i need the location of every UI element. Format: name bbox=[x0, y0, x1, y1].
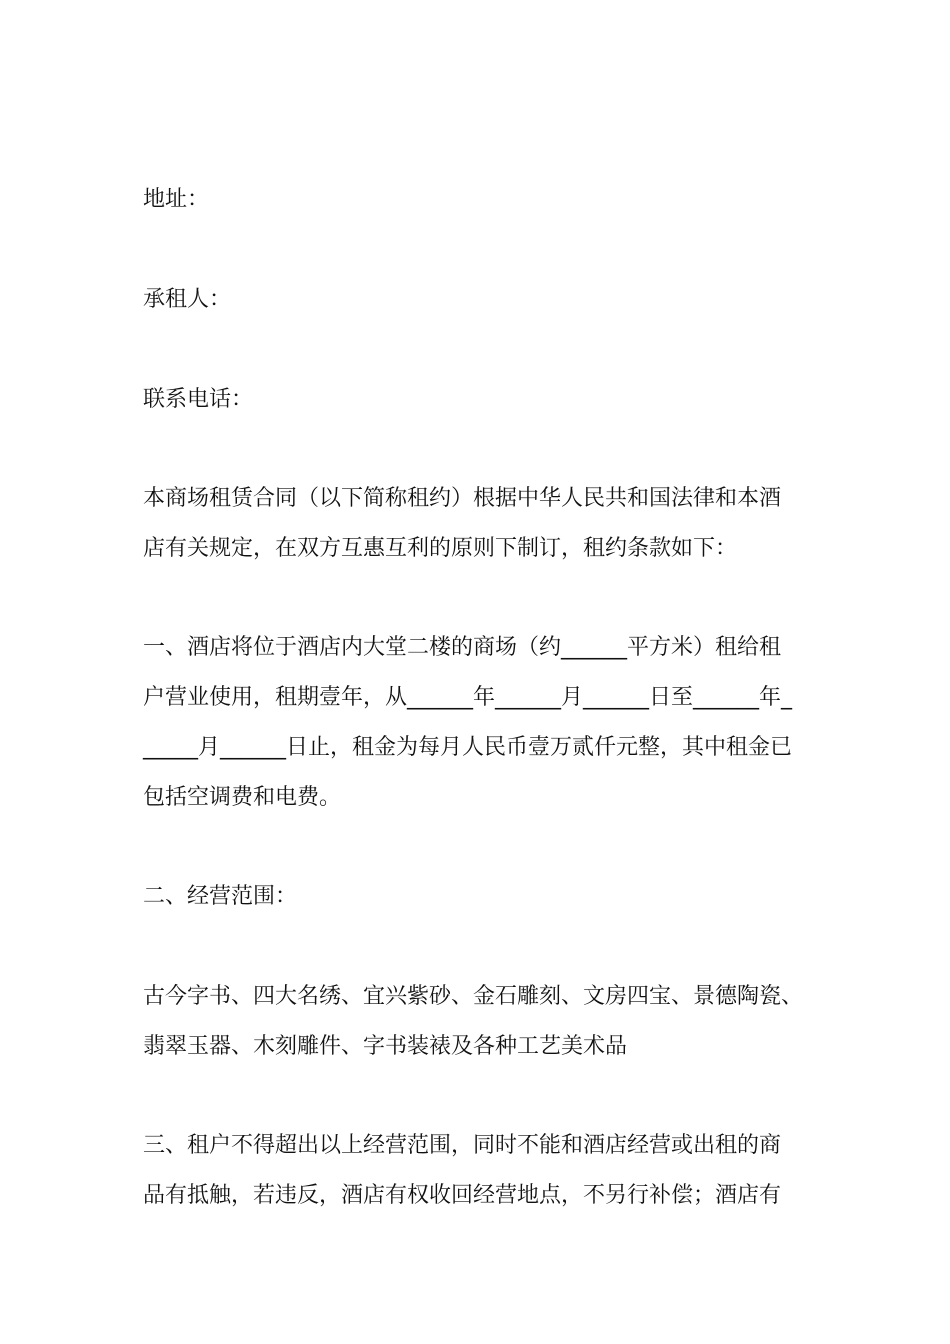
clause-3-paragraph bbox=[143, 1121, 823, 1221]
scope-line: 古今字书、四大名绣、宜兴紫砂、金石雕刻、文房四宝、景德陶瓷、 bbox=[143, 984, 804, 1009]
scope-line: 翡翠玉器、木刻雕件、字书装裱及各种工艺美术品 bbox=[143, 1034, 628, 1059]
address-label: 地址： bbox=[143, 187, 210, 212]
phone-label: 联系电话： bbox=[143, 387, 254, 412]
clause-2-title: 二、经营范围： bbox=[143, 884, 298, 909]
clause-3-line: 品有抵触，若违反，酒店有权收回经营地点，不另行补偿；酒店有 bbox=[143, 1183, 782, 1208]
tenant-field bbox=[143, 275, 823, 325]
business-scope-paragraph bbox=[143, 972, 823, 1072]
clause-2-heading bbox=[143, 872, 823, 922]
clause-1-line: _____月______日止，租金为每月人民币壹万贰仟元整，其中租金已 bbox=[143, 735, 793, 760]
phone-field bbox=[143, 375, 823, 425]
address-field bbox=[143, 175, 823, 225]
intro-line: 本商场租赁合同（以下简称租约）根据中华人民共和国法律和本酒 bbox=[143, 486, 782, 511]
intro-line: 店有关规定，在双方互惠互利的原则下制订，租约条款如下： bbox=[143, 536, 738, 561]
clause-1-paragraph bbox=[143, 623, 823, 823]
clause-1-line: 包括空调费和电费。 bbox=[143, 785, 342, 810]
clause-1-line: 一、酒店将位于酒店内大堂二楼的商场（约______平方米）租给租 bbox=[143, 635, 782, 660]
tenant-label: 承租人： bbox=[143, 287, 232, 312]
clause-3-line: 三、租户不得超出以上经营范围，同时不能和酒店经营或出租的商 bbox=[143, 1133, 782, 1158]
clause-1-line: 户营业使用，租期壹年，从______年______月______日至______年_ bbox=[143, 685, 793, 710]
intro-paragraph bbox=[143, 474, 823, 574]
